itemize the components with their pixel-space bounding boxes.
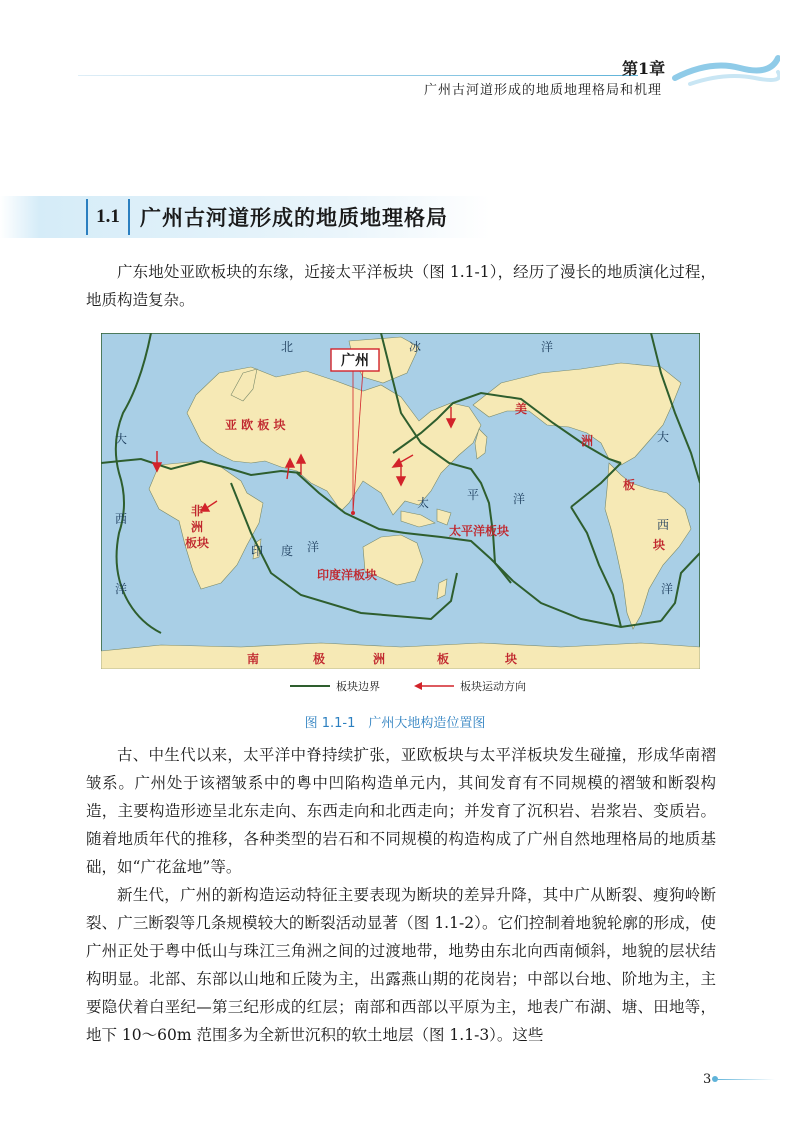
label-eurasia-plate: 亚 欧 板 块 bbox=[225, 418, 286, 432]
legend-motion-label: 板块运动方向 bbox=[460, 680, 526, 693]
label-arctic-1: 北 bbox=[281, 340, 294, 354]
paragraph-cenozoic: 新生代，广州的新构造运动特征主要表现为断块的差异升降，其中广从断裂、瘦狗岭断裂、广三断裂等几条规模较大的断裂活动显著（图 1.1-2）。它们控制着地貌轮廓的形成，使广州正处于粤中低山与珠江三角洲之间的过渡地带，地势由东北向西南倾斜，地貌的层状结构明显。北部、东部以山地和丘陵为主，出露燕山期的花岗岩；中部以台地、阶地为主，主要隐伏着白垩纪—第三纪形成的红层；南部和西部以平原为主，地表广布湖、塘、田地等，地下 10～60m 范围多为全新世沉积的软土地层（图 1.1-3）。这些 bbox=[86, 886, 716, 1044]
section-number: 1.1 bbox=[86, 199, 130, 235]
label-africa-2: 洲 bbox=[191, 520, 204, 534]
label-pacific-1: 太 bbox=[417, 496, 430, 510]
label-america-1: 美 bbox=[515, 402, 528, 416]
label-indian-3: 洋 bbox=[307, 540, 320, 554]
label-antarctic-4: 板 bbox=[437, 652, 450, 666]
label-arctic-3: 洋 bbox=[541, 340, 554, 354]
label-atlantic-2: 西 bbox=[115, 512, 128, 526]
label-arctic-2: 冰 bbox=[409, 340, 422, 354]
paragraph-mesozoic: 古、中生代以来，太平洋中脊持续扩张，亚欧板块与太平洋板块发生碰撞，形成华南褶皱系。广州处于该褶皱系中的粤中凹陷构造单元内，其间发育有不同规模的褶皱和断裂构造，主要构造形迹呈北东走向、东西走向和北西走向；并发育了沉积岩、岩浆岩、变质岩。随着地质年代的推移，各种类型的岩石和不同规模的构造构成了广州自然地理格局的地质基础，如“广花盆地”等。 bbox=[86, 746, 716, 876]
chapter-subtitle: 广州古河道形成的地质地理格局和机理 bbox=[424, 83, 663, 98]
label-antarctic-2: 极 bbox=[313, 652, 326, 666]
label-atlantic-3: 洋 bbox=[115, 582, 128, 596]
label-america-4: 块 bbox=[653, 538, 666, 552]
section-title: 广州古河道形成的地质地理格局 bbox=[140, 205, 448, 230]
label-africa-3: 板块 bbox=[185, 536, 210, 550]
page-rule bbox=[715, 1079, 775, 1080]
label-america-2: 洲 bbox=[581, 434, 594, 448]
guangzhou-marker bbox=[351, 511, 355, 515]
antarctica-landmass bbox=[101, 643, 700, 669]
page-number: 3 bbox=[703, 1072, 712, 1087]
chapter-label: 第1章 bbox=[622, 59, 666, 78]
legend-boundary-swatch bbox=[290, 685, 330, 687]
label-atlantic-east-1: 大 bbox=[657, 430, 670, 444]
callout-guangzhou: 广州 bbox=[341, 353, 369, 369]
world-plate-map bbox=[101, 333, 700, 669]
header-rule bbox=[78, 75, 638, 76]
legend-arrow-icon bbox=[414, 681, 454, 691]
label-indian-2: 度 bbox=[281, 544, 294, 558]
label-indian-1: 印 bbox=[251, 544, 264, 558]
figure-caption: 图 1.1-1 广州大地构造位置图 bbox=[304, 716, 486, 731]
label-america-3: 板 bbox=[623, 478, 636, 492]
label-africa-1: 非 bbox=[191, 504, 204, 518]
label-pacific-3: 洋 bbox=[513, 492, 526, 506]
label-atlantic-1: 大 bbox=[115, 432, 128, 446]
label-antarctic-5: 块 bbox=[505, 652, 518, 666]
label-indo-plate: 印度洋板块 bbox=[317, 568, 378, 582]
legend-boundary-label: 板块边界 bbox=[336, 680, 380, 693]
label-antarctic-1: 南 bbox=[247, 652, 260, 666]
label-atlantic-east-3: 洋 bbox=[661, 582, 674, 596]
label-atlantic-east-2: 西 bbox=[657, 518, 670, 532]
paragraph-intro: 广东地处亚欧板块的东缘，近接太平洋板块（图 1.1-1），经历了漫长的地质演化过程，地质构造复杂。 bbox=[86, 263, 716, 309]
label-pacific-2: 平 bbox=[467, 488, 480, 502]
label-pacific-plate: 太平洋板块 bbox=[449, 524, 510, 538]
map-legend bbox=[290, 678, 526, 694]
header-swoosh-icon bbox=[670, 50, 780, 90]
label-antarctic-3: 洲 bbox=[373, 652, 386, 666]
